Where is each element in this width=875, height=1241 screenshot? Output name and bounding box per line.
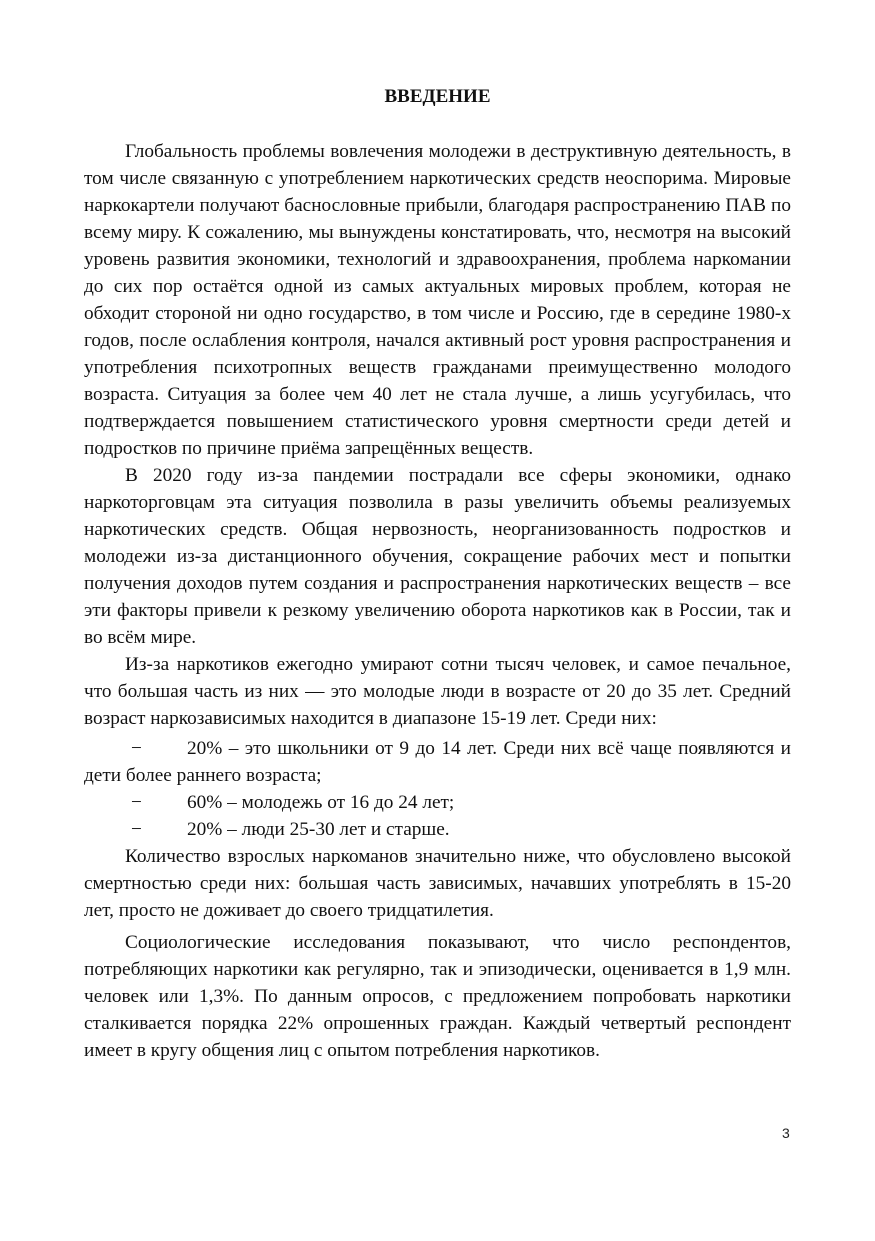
page-number: 3 xyxy=(782,1125,790,1141)
list-item-text: 20% – это школьники от 9 до 14 лет. Среди них всё чаще появляются и дети более раннего возраста; xyxy=(84,738,791,786)
section-title: ВВЕДЕНИЕ xyxy=(384,86,491,107)
list-item-text: 20% – люди 25-30 лет и старше. xyxy=(187,819,450,840)
list-dash: − xyxy=(131,819,142,840)
paragraph-adults: Количество взрослых наркоманов значительно ниже, что обусловлено высокой смертностью среди них: большая часть зависимых, начавших употреблять в 15-20 лет, просто не доживает до своего тридцатилетия. xyxy=(84,846,791,921)
list-item xyxy=(84,789,791,816)
list-dash: − xyxy=(131,738,142,759)
paragraph-statistics: Из-за наркотиков ежегодно умирают сотни тысяч человек, и самое печальное, что большая часть из них — это молодые люди в возрасте от 20 до 35 лет. Средний возраст наркозависимых находится в диапазоне 15-19 лет. Среди них: xyxy=(84,654,791,729)
list-dash: − xyxy=(131,792,142,813)
document-body xyxy=(84,138,791,1064)
paragraph-pandemic: В 2020 году из-за пандемии пострадали все сферы экономики, однако наркоторговцам эта ситуация позволила в разы увеличить объемы реализуемых наркотических средств. Общая нервозность, неорганизованность подростков и молодежи из-за дистанционного обучения, сокращение рабочих мест и попытки получения доходов путем создания и распространения наркотических веществ – все эти факторы привели к резкому увеличению оборота наркотиков как в России, так и во всём мире. xyxy=(84,465,791,648)
list-item xyxy=(84,735,791,789)
paragraph-sociology: Социологические исследования показывают, что число респондентов, потребляющих наркотики как регулярно, так и эпизодически, оценивается в 1,9 млн. человек или 1,3%. По данным опросов, с предложением попробовать наркотики сталкивается порядка 22% опрошенных граждан. Каждый четвертый респондент имеет в кругу общения лиц с опытом потребления наркотиков. xyxy=(84,932,791,1061)
list-item xyxy=(84,816,791,843)
list-item-text: 60% – молодежь от 16 до 24 лет; xyxy=(187,792,455,813)
paragraph-intro: Глобальность проблемы вовлечения молодежи в деструктивную деятельность, в том числе связанную с употреблением наркотических средств неоспорима. Мировые наркокартели получают баснословные прибыли, благодаря распространению ПАВ по всему миру. К сожалению, мы вынуждены констатировать, что, несмотря на высокий уровень развития экономики, технологий и здравоохранения, проблема наркомании до сих пор остаётся одной из самых актуальных мировых проблем, которая не обходит стороной ни одно государство, в том числе и Россию, где в середине 1980-х годов, после ослабления контроля, начался активный рост уровня распространения и употребления психотропных веществ гражданами преимущественно молодого возраста. Ситуация за более чем 40 лет не стала лучше, а лишь усугубилась, что подтверждается повышением статистического уровня смертности среди детей и подростков по причине приёма запрещённых веществ. xyxy=(84,141,791,459)
